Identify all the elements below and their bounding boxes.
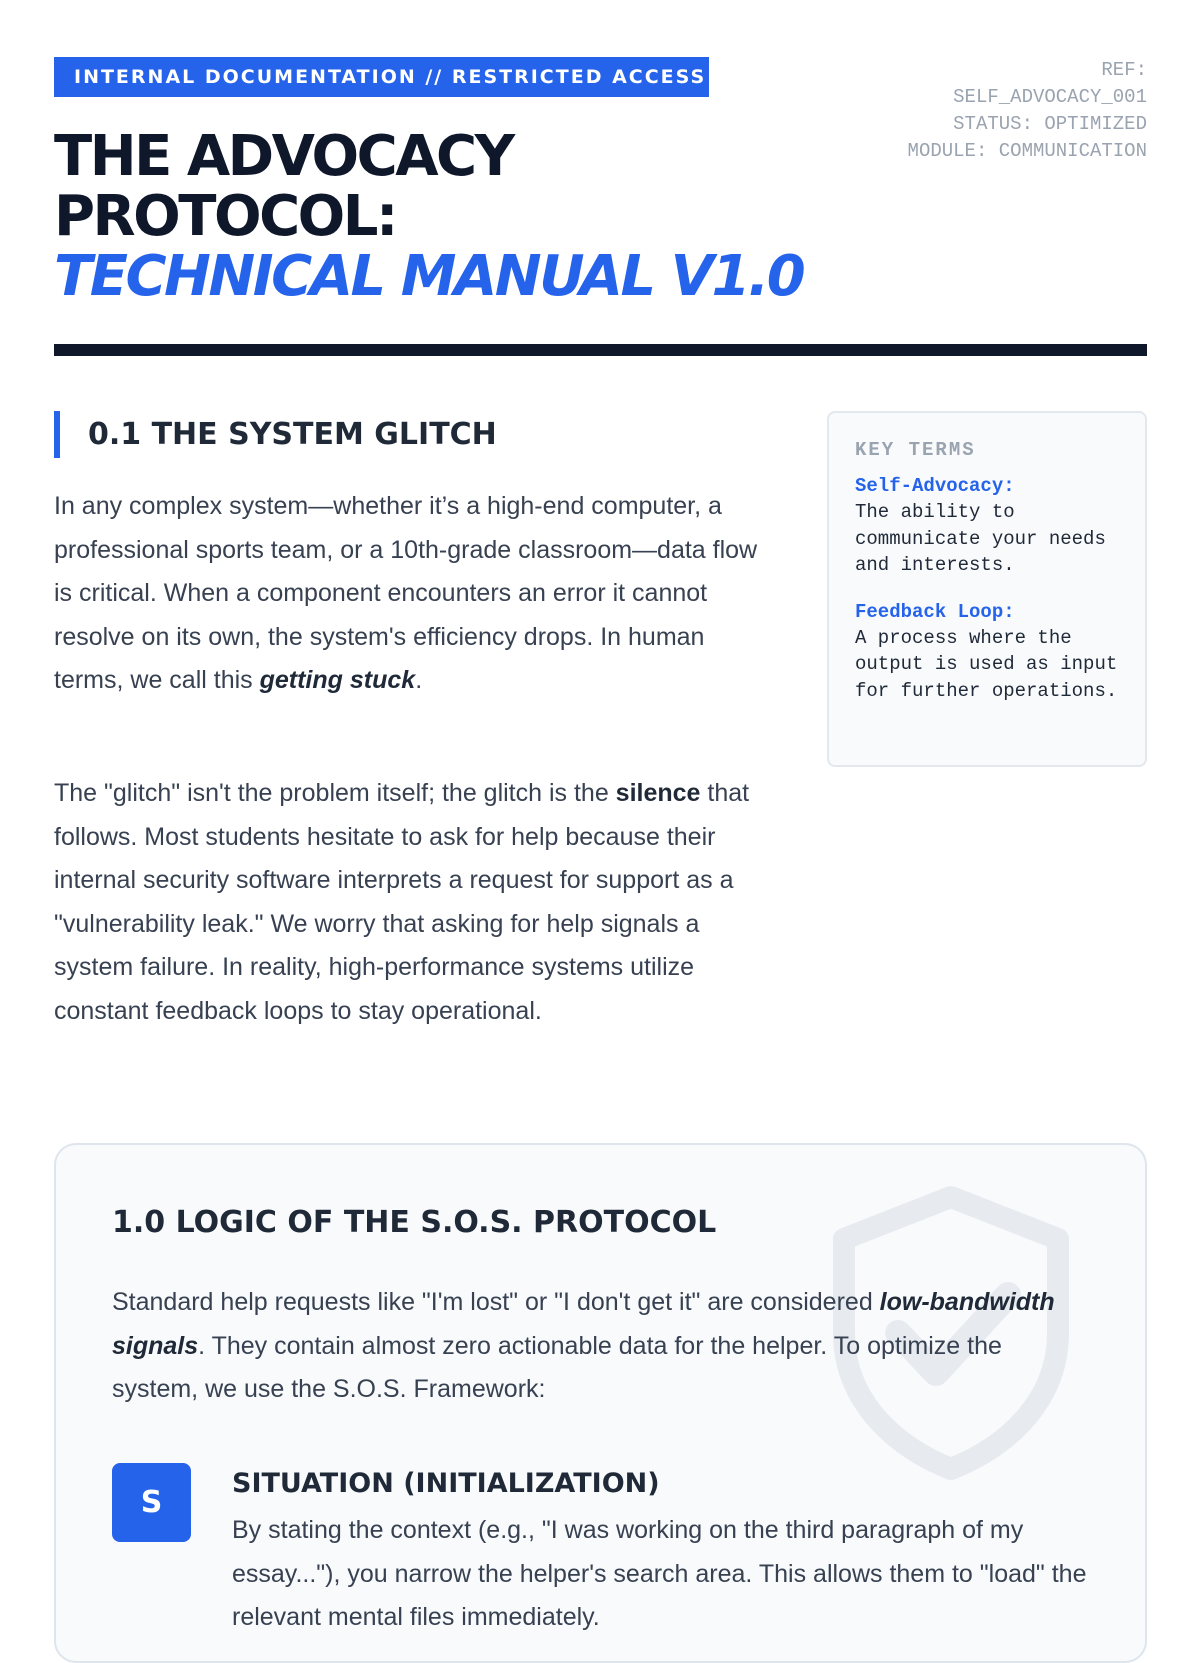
title-line-2: PROTOCOL: [54,184,396,249]
restricted-access-badge: INTERNAL DOCUMENTATION // RESTRICTED ACCESS [54,57,709,97]
p2-text-a: The "glitch" isn't the problem itself; the glitch is the [54,779,616,807]
section-heading-system-glitch: 0.1 THE SYSTEM GLITCH [54,411,497,458]
p1-emphasis: getting stuck [259,666,416,694]
p2-text-b: that follows. Most students hesitate to ask for help because their internal security software interprets a request for support as a "vulnerability leak." We worry that asking for help signals a system failure. In reality, high-performance systems utilize constant feedback loops to stay operational. [54,779,750,1025]
paragraph-system-glitch-2 [54,772,774,1033]
term-feedback-loop: Feedback Loop: [855,600,1015,623]
sos-protocol-card [54,1143,1147,1663]
meta-ref-value: SELF_ADVOCACY_001 [953,86,1147,108]
paragraph-sos-intro [112,1281,1082,1412]
key-terms-title: KEY TERMS [855,439,976,461]
term-feedback-loop-definition: A process where the output is used as input for further operations. [855,626,1118,702]
title-line-1: THE ADVOCACY [54,124,513,189]
paragraph-system-glitch-1 [54,485,774,703]
step-text-situation: By stating the context (e.g., "I was working on the third paragraph of my essay..."), you narrow the helper's search area. This allows them to "load" the relevant mental files immediately. [232,1516,1087,1631]
sos-text-b: . They contain almost zero actionable data for the helper. To optimize the system, we use the S.O.S. Framework: [112,1331,1002,1403]
step-letter-s: S [112,1463,191,1542]
p1-text-b: . [415,666,423,694]
page-title [54,124,954,309]
step-title-situation: SITUATION (INITIALIZATION) [232,1468,660,1499]
sos-text-a: Standard help requests like "I'm lost" or "I don't get it" are considered [112,1288,880,1316]
term-self-advocacy: Self-Advocacy: [855,475,1015,497]
sos-emphasis: low-bandwidth signals [112,1288,1055,1360]
p1-text-a: In any complex system—whether it’s a high-end computer, a professional sports team, or a 10th-grade classroom—data flow is critical. When a component encounters an error it cannot resolve on its own, the system's efficiency drops. In human terms, we call this [54,492,758,694]
title-line-3: TECHNICAL MANUAL V1.0 [54,244,804,309]
section-heading-sos-logic: 1.0 LOGIC OF THE S.O.S. PROTOCOL [112,1205,717,1240]
p2-strong: silence [615,779,701,807]
meta-module: MODULE: COMMUNICATION [907,140,1147,162]
key-terms-box [827,411,1147,767]
term-self-advocacy-definition: The ability to communicate your needs and interests. [855,501,1106,576]
header-divider [54,344,1147,356]
meta-ref-label: REF: [1101,59,1147,81]
meta-status: STATUS: OPTIMIZED [953,113,1147,135]
